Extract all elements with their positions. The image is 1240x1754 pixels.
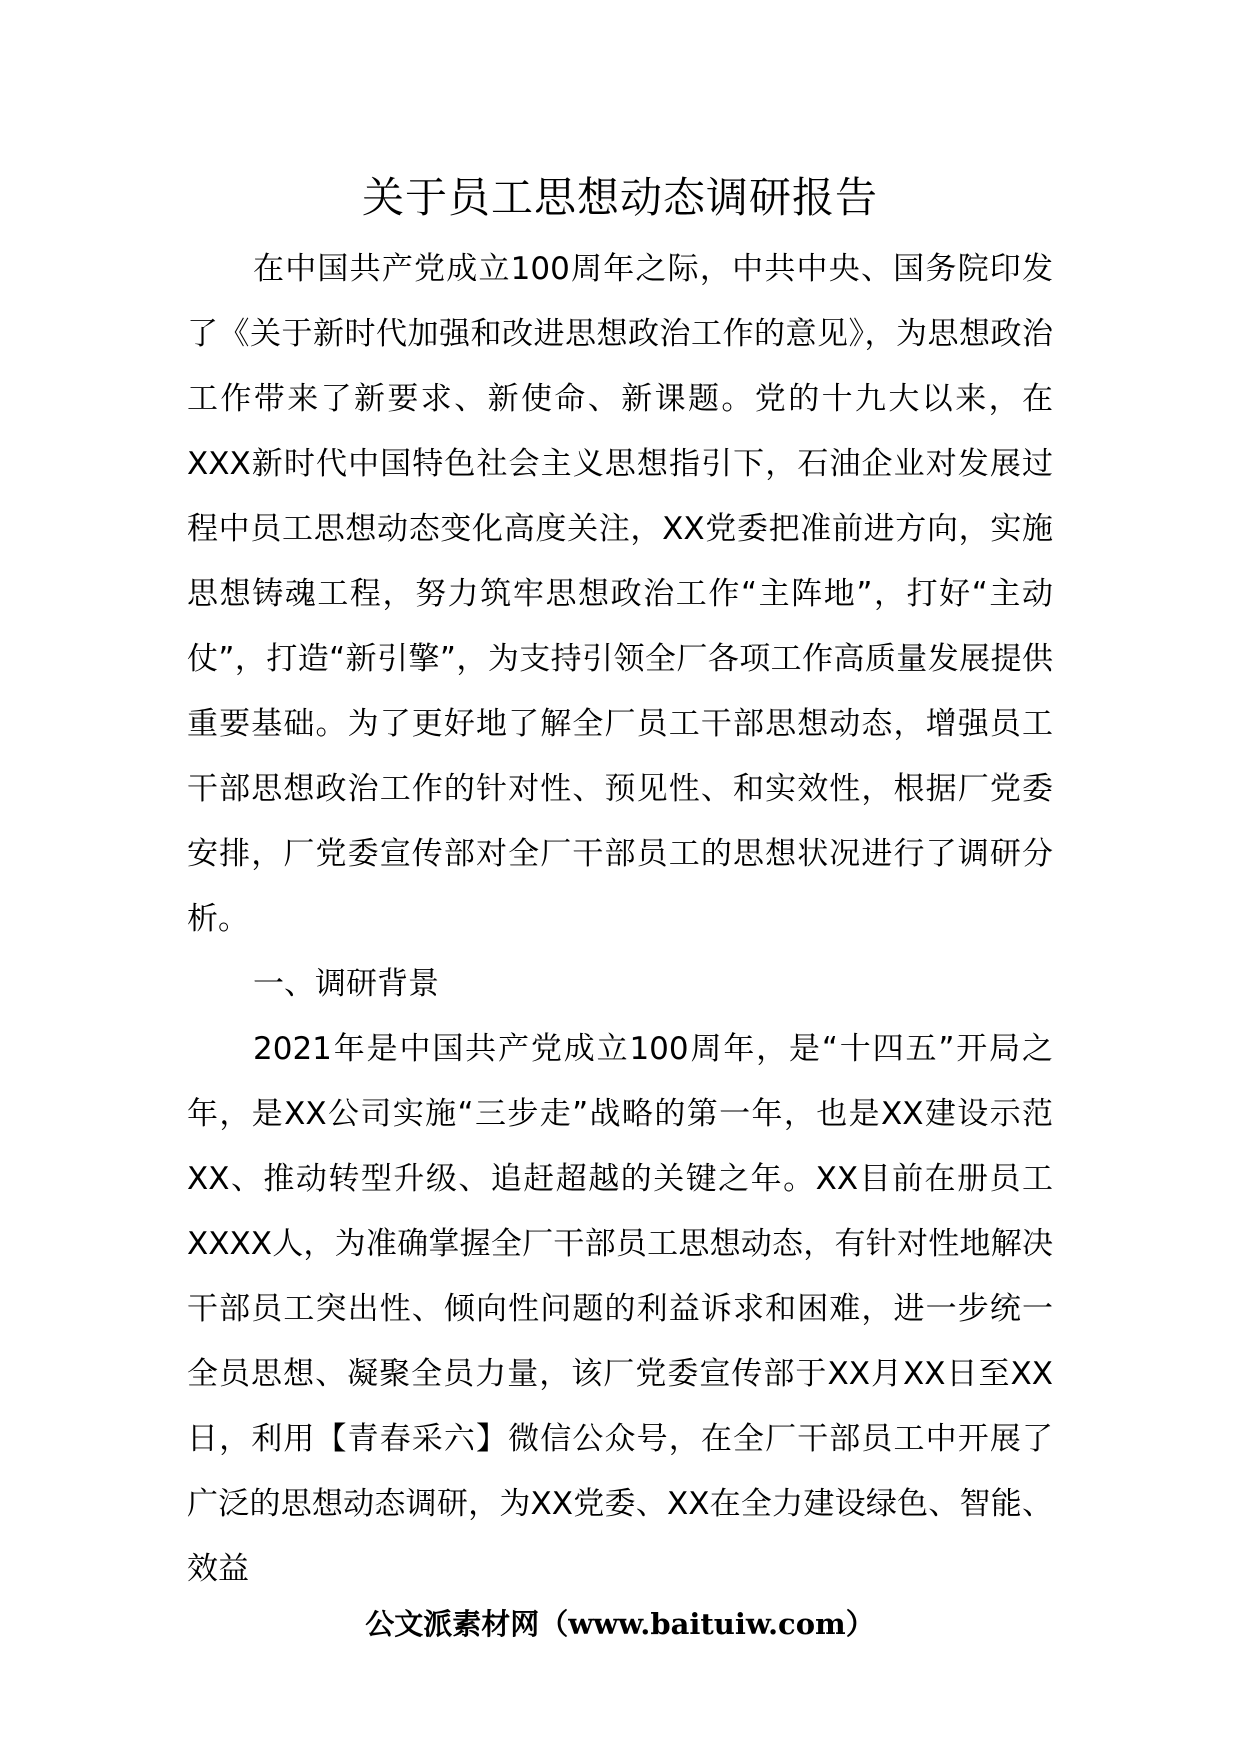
paragraph-background: 2021年是中国共产党成立100周年，是“十四五”开局之年，是XX公司实施“三步走”战略的第一年，也是XX建设示范XX、推动转型升级、追赶超越的关键之年。XX目前在册员工XXXX人，为准确掌握全厂干部员工思想动态，有针对性地解决干部员工突出性、倾向性问题的利益诉求和困难，进一步统一全员思想、凝聚全员力量，该厂党委宣传部于XX月XX日至XX日，利用【青春采六】微信公众号，在全厂干部员工中开展了广泛的思想动态调研，为XX党委、XX在全力建设绿色、智能、效益	[187, 1031, 1053, 1587]
paragraph-intro: 在中国共产党成立100周年之际，中共中央、国务院印发了《关于新时代加强和改进思想政治工作的意见》，为思想政治工作带来了新要求、新使命、新课题。党的十九大以来，在XXX新时代中国特色社会主义思想指引下，石油企业对发展过程中员工思想动态变化高度关注，XX党委把准前进方向，实施思想铸魂工程，努力筑牢思想政治工作“主阵地”，打好“主动仗”，打造“新引擎”，为支持引领全厂各项工作高质量发展提供重要基础。为了更好地了解全厂员工干部思想动态，增强员工干部思想政治工作的针对性、预见性、和实效性，根据厂党委安排，厂党委宣传部对全厂干部员工的思想状况进行了调研分析。	[187, 251, 1053, 937]
section-heading-background: 一、调研背景	[253, 966, 439, 1002]
document-title: 关于员工思想动态调研报告	[361, 173, 878, 222]
footer-watermark: 公文派素材网（www.baituiw.com）	[365, 1607, 875, 1641]
document-body	[187, 237, 1053, 1602]
